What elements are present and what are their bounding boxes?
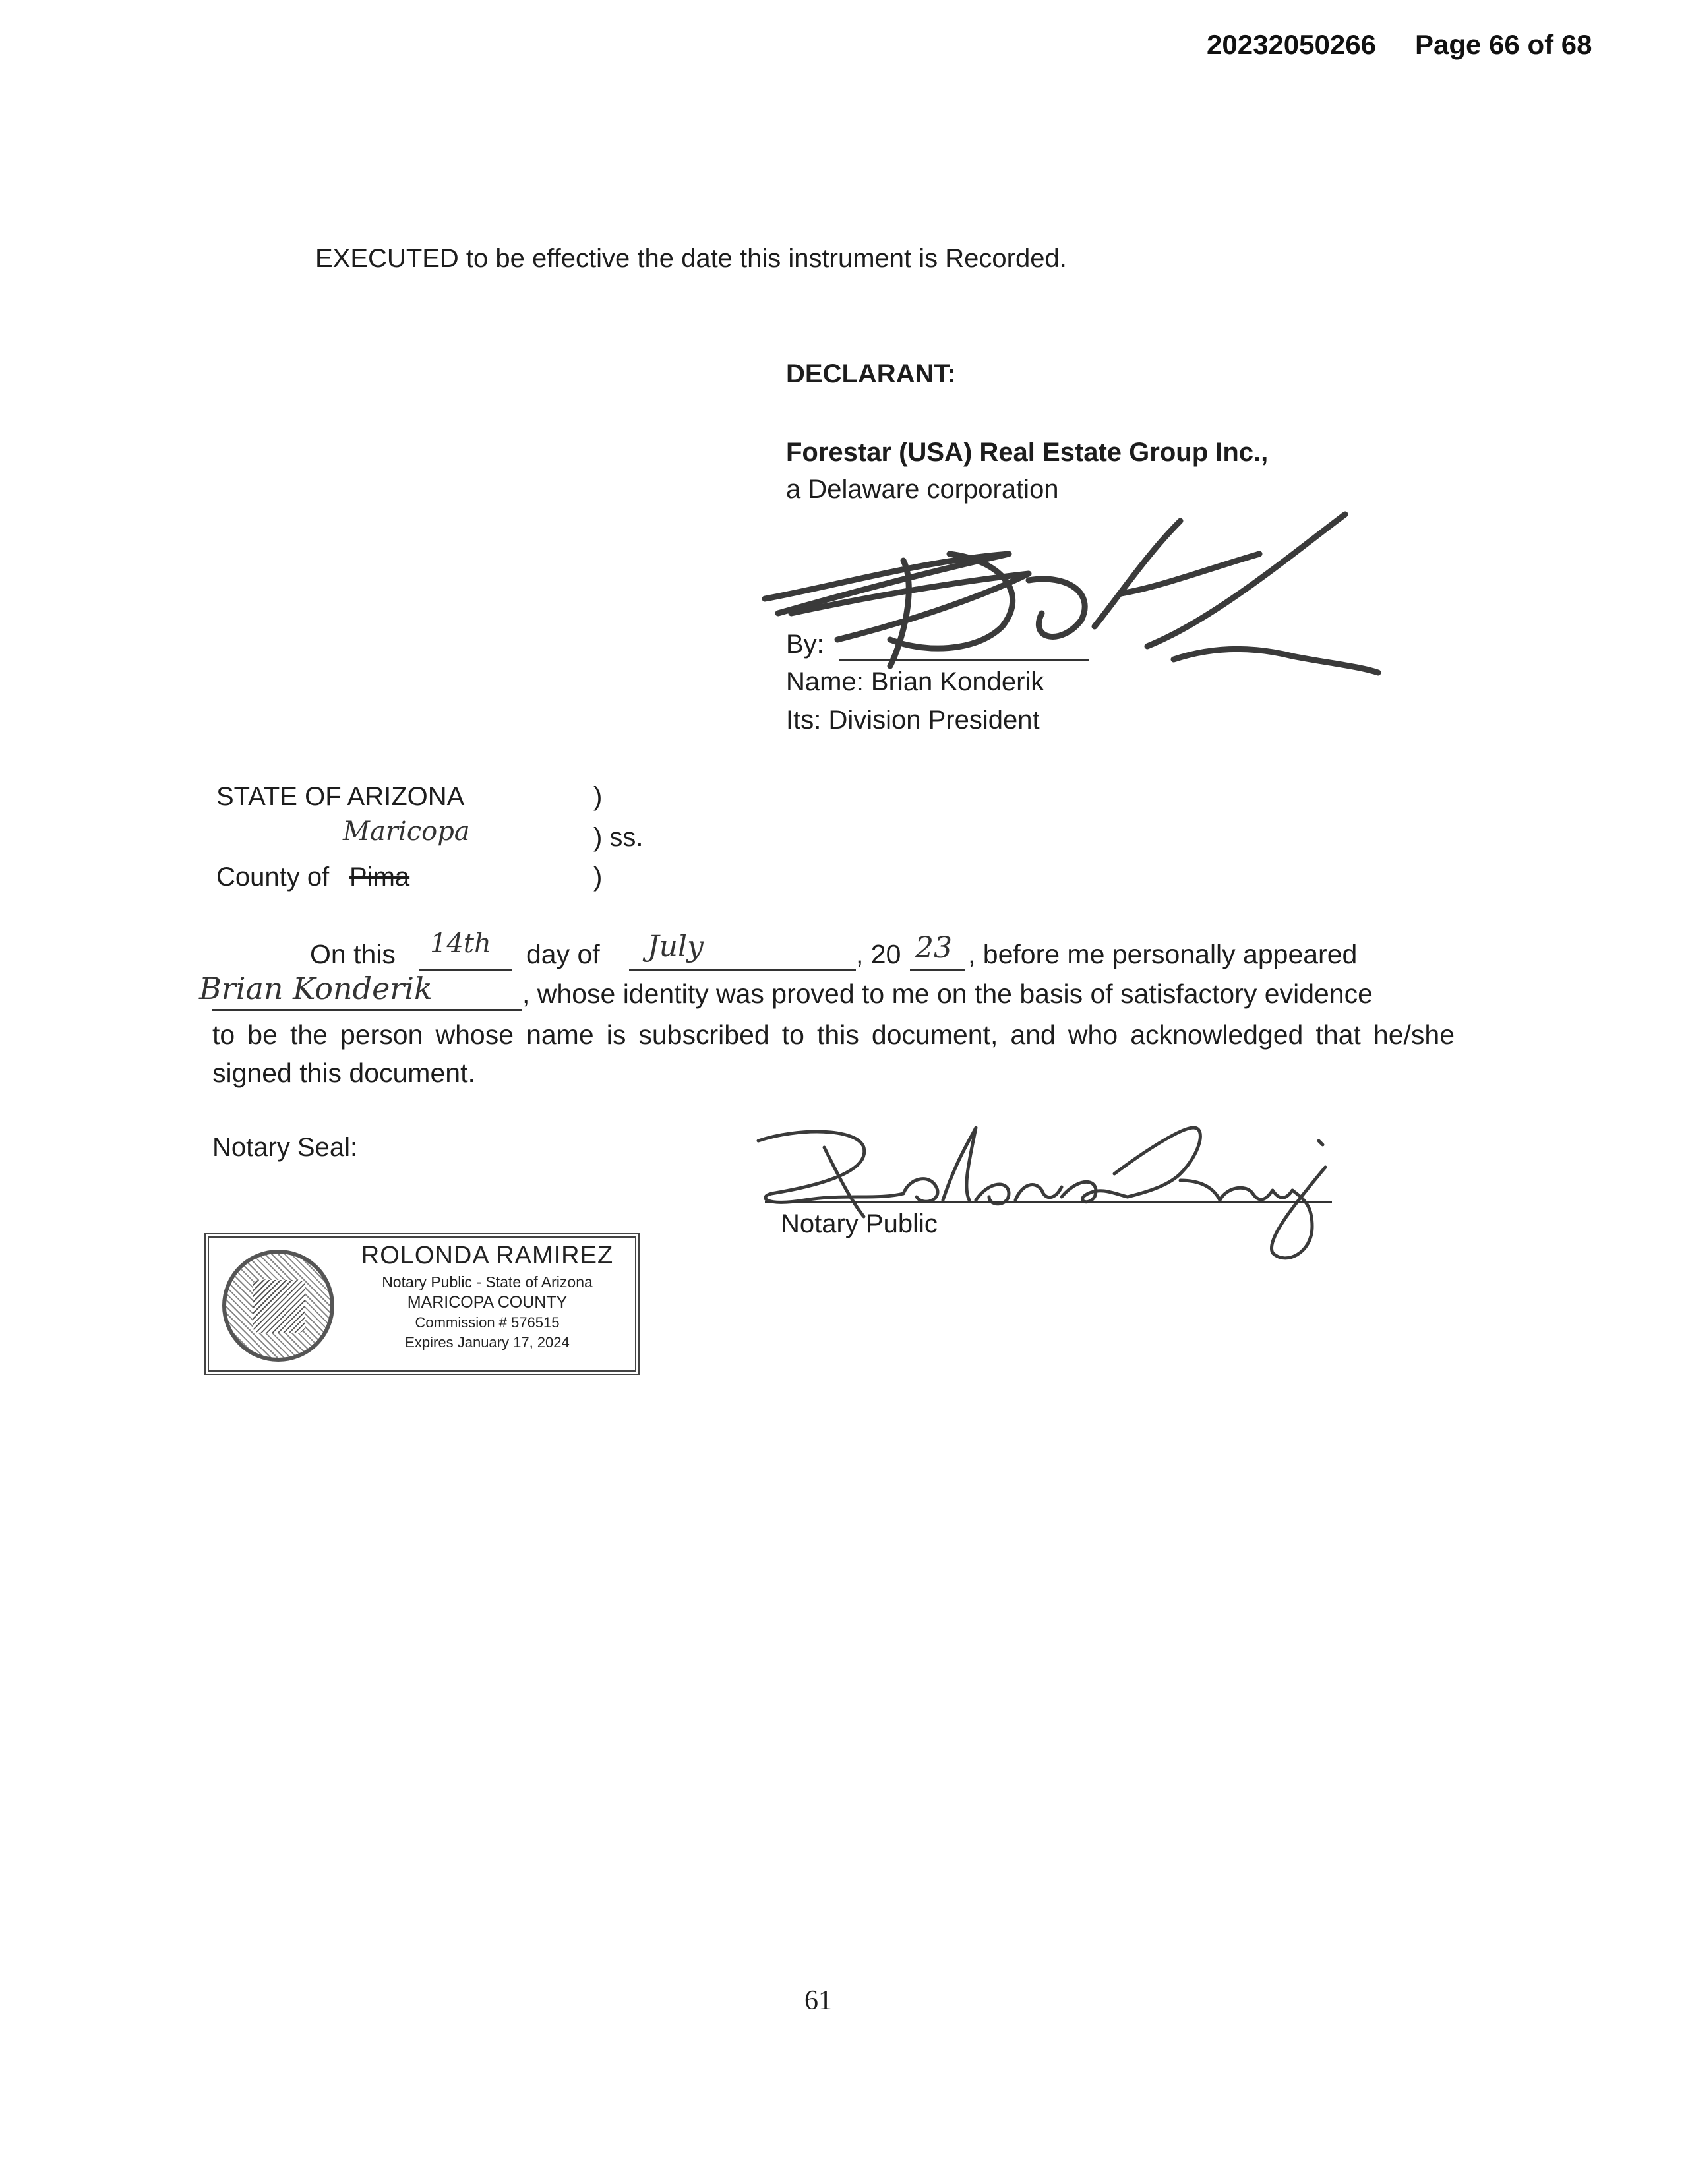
venue-ss: ) ss. <box>593 823 644 852</box>
seal-line-1: Notary Public - State of Arizona <box>382 1273 593 1290</box>
venue-county-label: County of <box>216 863 330 892</box>
declarant-title: Its: Division President <box>786 706 1040 735</box>
venue-paren-1: ) <box>593 782 603 811</box>
ack-month-blank <box>629 969 856 971</box>
seal-line-3: Commission # 576515 <box>415 1314 560 1331</box>
notary-public-label: Notary Public <box>781 1209 938 1238</box>
by-signature-line <box>839 659 1089 661</box>
ack-rest-line-1: , whose identity was proved to me on the basis of satisfactory evidence <box>522 979 1373 1009</box>
ack-day-blank <box>419 969 512 971</box>
ack-on-this: On this <box>310 939 396 969</box>
venue-state: STATE OF ARIZONA <box>216 782 465 811</box>
declarant-company: Forestar (USA) Real Estate Group Inc., <box>786 438 1269 467</box>
declarant-heading: DECLARANT: <box>786 359 956 388</box>
ack-day-of: day of <box>526 939 600 969</box>
venue-paren-3: ) <box>593 863 603 892</box>
page-indicator: Page 66 of 68 <box>1415 29 1592 60</box>
venue-county-struck: Pima <box>349 863 410 892</box>
ack-year-handwritten: 23 <box>915 931 952 965</box>
page-number: 61 <box>804 1986 832 2016</box>
by-label: By: <box>786 630 824 659</box>
ack-year-blank <box>910 969 965 971</box>
declarant-name: Name: Brian Konderik <box>786 667 1044 696</box>
notary-seal-label: Notary Seal: <box>212 1133 358 1162</box>
ack-person-blank <box>212 1009 522 1011</box>
acknowledgment-remainder: to be the person whose name is subscribed to this document, and who acknowledged that he/she signed this document. <box>212 1019 1455 1088</box>
recording-number: 20232050266 <box>1207 29 1376 60</box>
ack-person-handwritten: Brian Konderik <box>199 971 433 1006</box>
notary-signature <box>745 1101 1352 1273</box>
venue-county-handwritten: Maricopa <box>343 816 470 847</box>
arizona-seal-emblem <box>222 1250 334 1362</box>
notary-signature-line <box>765 1201 1332 1203</box>
ack-day-handwritten: 14th <box>430 928 491 959</box>
ack-month-handwritten: July <box>648 930 704 963</box>
ack-year-prefix: , 20 <box>856 939 901 969</box>
seal-line-4: Expires January 17, 2024 <box>405 1334 570 1350</box>
executed-line: EXECUTED to be effective the date this instrument is Recorded. <box>315 244 1067 273</box>
declarant-company-description: a Delaware corporation <box>786 475 1059 504</box>
ack-appeared: , before me personally appeared <box>968 939 1358 969</box>
seal-line-2: MARICOPA COUNTY <box>407 1293 568 1312</box>
seal-name: ROLONDA RAMIREZ <box>361 1242 614 1269</box>
notary-seal-stamp <box>204 1233 640 1375</box>
